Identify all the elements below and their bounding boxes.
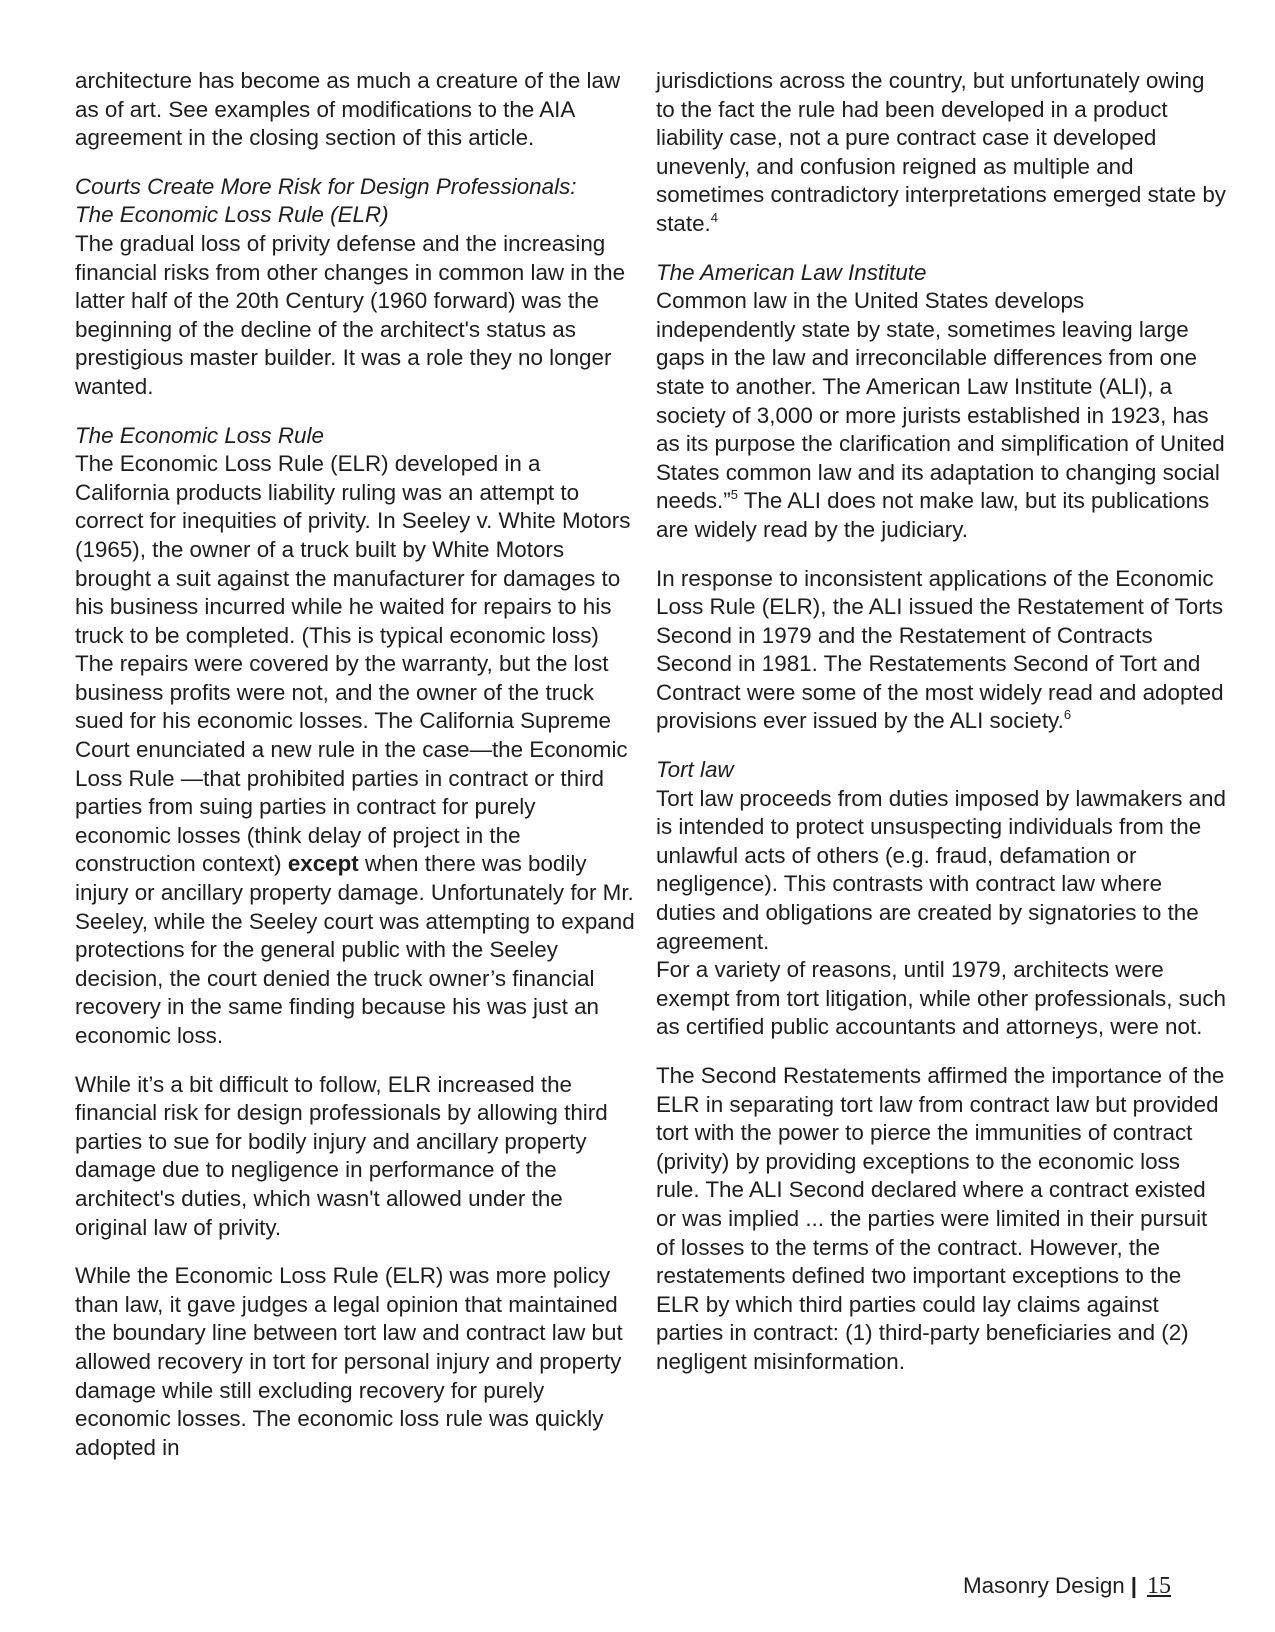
footnote-ref-4: 4 bbox=[710, 209, 718, 225]
heading-american-law-institute: The American Law Institute bbox=[656, 259, 927, 285]
footer-separator: | bbox=[1130, 1573, 1137, 1598]
left-column bbox=[75, 67, 635, 1462]
jurisdictions-text: jurisdictions across the country, but unfortunately owing to the fact the rule had been developed in a product liability case, not a pure contract case it developed unevenly, and confusion reigned as multiple and sometimes contradictory interpretations emerged state by state. bbox=[656, 68, 1226, 236]
page-number: 15 bbox=[1147, 1573, 1171, 1599]
page-footer bbox=[963, 1572, 1171, 1600]
paragraph-intro: architecture has become as much a creature of the law as of art. See examples of modifications to the AIA agreement in the closing section of this article. bbox=[75, 68, 621, 151]
paragraph-seeley bbox=[75, 450, 635, 1050]
paragraph-jurisdictions bbox=[656, 67, 1226, 239]
ali-text-a: Common law in the United States develops independently state by state, sometimes leaving large gaps in the law and irreconcilable differences from one state to another. The American Law Institute (ALI), a society of 3,000 or more jurists established in 1923, has as its purpose the clarification and simplification of United States common law and its adaptation to changing social needs.” bbox=[656, 288, 1225, 514]
seeley-text-a: The Economic Loss Rule (ELR) developed in a California products liability ruling was an attempt to correct for inequities of privity. In Seeley v. White Motors (1965), the owner of a truck built by White Motors brought a suit against the manufacturer for damages to his business incurred while he waited for repairs to his truck to be completed. (This is typical economic loss) The repairs were covered by the warranty, but the lost business profits were not, and the owner of the truck sued for his economic losses. The California Supreme Court enunciated a new rule in the case—the Economic Loss Rule —that prohibited parties in contract or third parties from suing parties in contract for purely economic losses (think delay of project in the construction context) bbox=[75, 451, 631, 877]
ali-text-b: The ALI does not make law, but its publications are widely read by the judiciary. bbox=[656, 488, 1210, 542]
seeley-text-b: when there was bodily injury or ancillary property damage. Unfortunately for Mr. Seeley, while the Seeley court was attempting to expand protections for the general public with the Seeley decision, the court denied the truck owner’s financial recovery in the same finding because his was just an economic loss. bbox=[75, 851, 635, 1048]
paragraph-gradual-loss: The gradual loss of privity defense and the increasing financial risks from other changes in common law in the latter half of the 20th Century (1960 forward) was the beginning of the decline of the architect's status as prestigious master builder. It was a role they no longer wanted. bbox=[75, 230, 626, 399]
heading-economic-loss-rule: The Economic Loss Rule bbox=[75, 422, 324, 448]
publication-name: Masonry Design bbox=[962, 1573, 1125, 1598]
footnote-ref-5: 5 bbox=[730, 487, 738, 503]
emphasis-except: except bbox=[287, 851, 359, 877]
right-column bbox=[656, 67, 1226, 1377]
paragraph-variety-reasons: For a variety of reasons, until 1979, architects were exempt from tort litigation, while other professionals, such as certified public accountants and attorneys, were not. bbox=[656, 957, 1226, 1040]
heading-tort-law: Tort law bbox=[656, 757, 734, 783]
restatements-text: In response to inconsistent applications of the Economic Loss Rule (ELR), the ALI issued the Restatement of Torts Second in 1979 and the Restatement of Contracts Second in 1981. The Restatements Second of Tort and Contract were some of the most widely read and adopted provisions ever issued by the ALI society. bbox=[656, 565, 1224, 734]
paragraph-ali bbox=[656, 287, 1226, 544]
paragraph-financial-risk: While it’s a bit difficult to follow, ELR increased the financial risk for design professionals by allowing third parties to sue for bodily injury and ancillary property damage due to negligence in performance of the architect's duties, which wasn't allowed under the original law of privity. bbox=[75, 1071, 608, 1240]
heading-courts-line-2: The Economic Loss Rule (ELR) bbox=[75, 202, 389, 228]
paragraph-second-restatements: The Second Restatements affirmed the importance of the ELR in separating tort law from contract law but provided tort with the power to pierce the immunities of contract (privity) by providing exceptions to the economic loss rule. The ALI Second declared where a contract existed or was implied ... the parties were limited in their pursuit of losses to the terms of the contract. However, the restatements defined two important exceptions to the ELR by which third parties could lay claims against parties in contract: (1) third-party beneficiaries and (2) negligent misinformation. bbox=[656, 1063, 1225, 1374]
paragraph-policy: While the Economic Loss Rule (ELR) was more policy than law, it gave judges a legal opinion that maintained the boundary line between tort law and contract law but allowed recovery in tort for personal injury and property damage while still excluding recovery for purely economic losses. The economic loss rule was quickly adopted in bbox=[75, 1263, 623, 1460]
footnote-ref-6: 6 bbox=[1063, 707, 1072, 723]
paragraph-restatements bbox=[656, 565, 1226, 737]
heading-courts-line-1: Courts Create More Risk for Design Professionals: bbox=[75, 173, 577, 199]
paragraph-tort-law: Tort law proceeds from duties imposed by lawmakers and is intended to protect unsuspecting individuals from the unlawful acts of others (e.g. fraud, defamation or negligence). This contrasts with contract law where duties and obligations are created by signatories to the agreement. bbox=[656, 785, 1226, 954]
